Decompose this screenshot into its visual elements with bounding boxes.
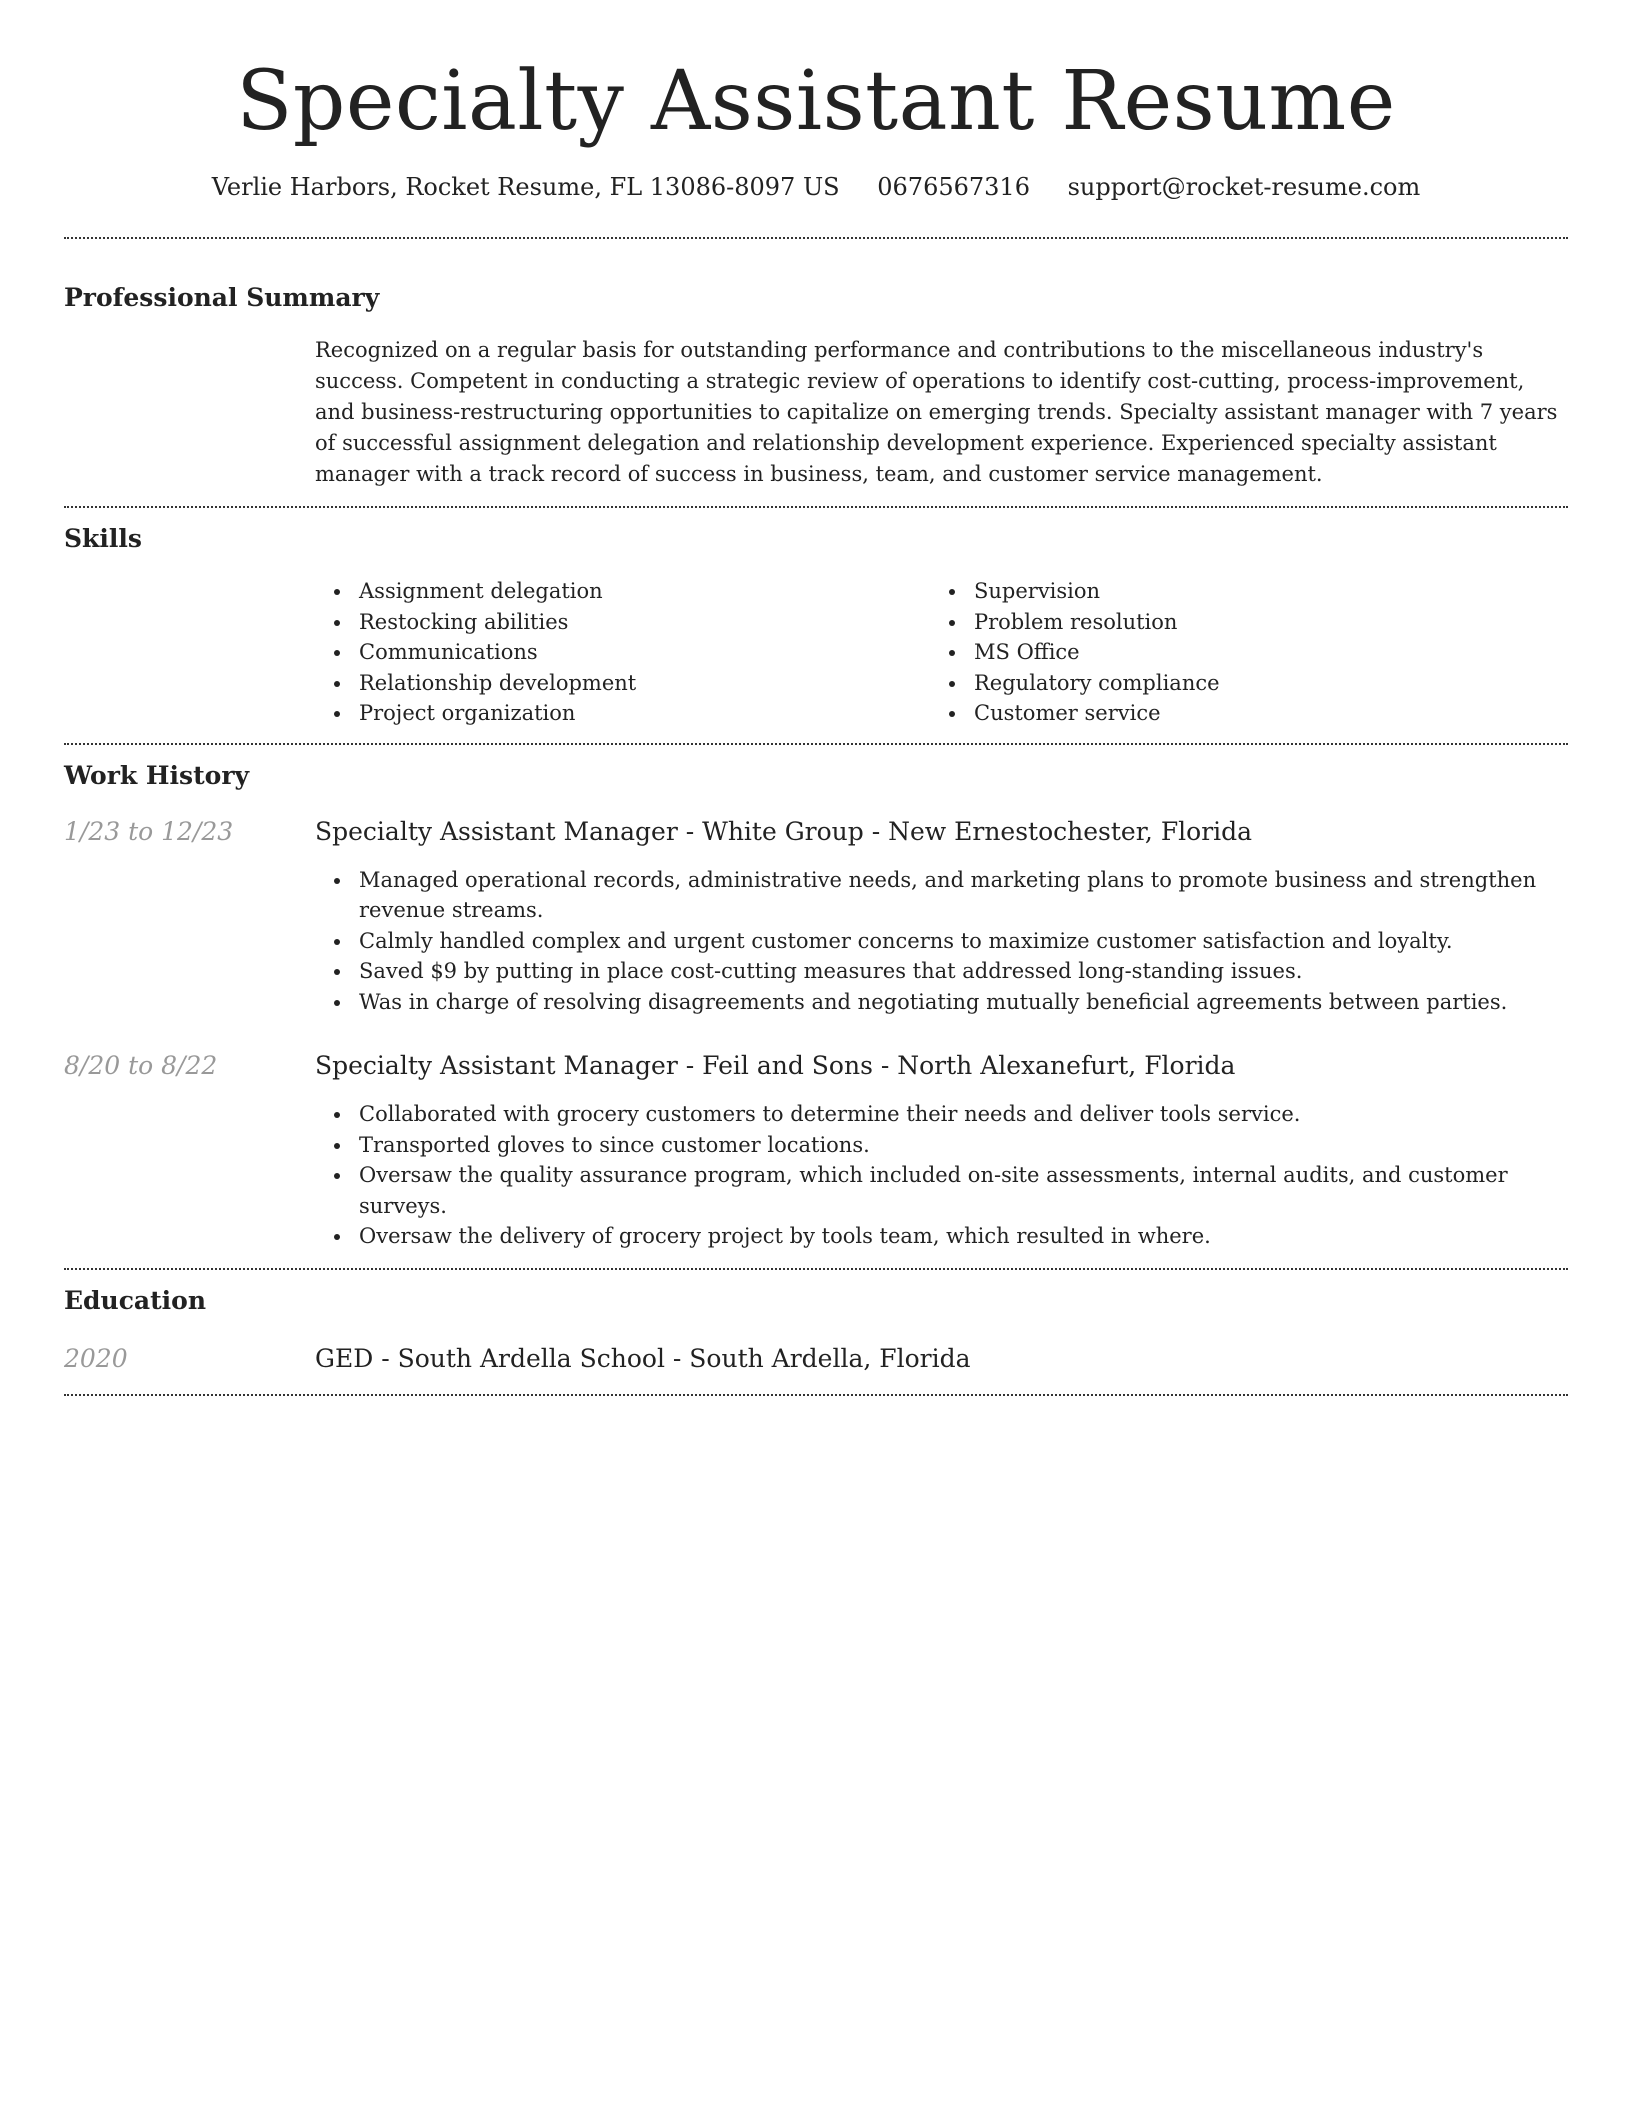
section-title-summary: Professional Summary (64, 283, 380, 312)
job-heading: Specialty Assistant Manager - Feil and Sons - North Alexanefurt, Florida (315, 1051, 1236, 1080)
professional-summary-section (64, 281, 1568, 506)
skill-item: Problem resolution (930, 607, 1545, 638)
section-divider (64, 1268, 1568, 1270)
work-history-section (64, 759, 1568, 1268)
job-date: 1/23 to 12/23 (64, 816, 234, 846)
section-title-education: Education (64, 1285, 207, 1315)
contact-address: Verlie Harbors, Rocket Resume, FL 13086-8097 US (211, 173, 840, 201)
contact-line (64, 170, 1568, 204)
section-divider (64, 1394, 1568, 1396)
skill-item: Relationship development (315, 668, 930, 699)
job-body (315, 815, 1568, 1018)
section-divider (64, 237, 1568, 239)
skills-column-left (315, 576, 930, 729)
section-divider (64, 506, 1568, 508)
skill-item: Supervision (930, 576, 1545, 607)
education-body (315, 1342, 1568, 1376)
contact-phone: 0676567316 (877, 173, 1030, 201)
job-bullet: Collaborated with grocery customers to determine their needs and deliver tools service. (315, 1099, 1568, 1130)
skills-section (64, 522, 1568, 743)
skill-item: Customer service (930, 698, 1545, 729)
skills-column-right (930, 576, 1545, 729)
skill-item: Communications (315, 637, 930, 668)
job-heading: Specialty Assistant Manager - White Group - New Ernestochester, Florida (315, 816, 1253, 846)
education-section (64, 1284, 1568, 1394)
skill-item: MS Office (930, 637, 1545, 668)
education-date: 2020 (64, 1343, 128, 1373)
job-entry (64, 815, 1568, 1018)
skill-item: Restocking abilities (315, 607, 930, 638)
skill-item: Assignment delegation (315, 576, 930, 607)
skill-item: Regulatory compliance (930, 668, 1545, 699)
job-bullets (315, 865, 1568, 1018)
education-heading: GED - South Ardella School - South Ardella, Florida (315, 1343, 971, 1373)
section-title-skills: Skills (64, 524, 142, 553)
job-bullet: Was in charge of resolving disagreements and negotiating mutually beneficial agreements between parties. (315, 987, 1568, 1018)
section-divider (64, 743, 1568, 745)
summary-text: Recognized on a regular basis for outstanding performance and contributions to the miscellaneous industry's success. Competent in conducting a strategic review of operations to identify cost-cutting, process-improvement, and business-restructuring opportunities to capitalize on emerging trends. Specialty assistant manager with 7 years of successful assignment delegation and relationship development experience. Experienced specialty assistant manager with a track record of success in business, team, and customer service management. (315, 338, 1558, 486)
job-bullet: Saved $9 by putting in place cost-cutting measures that addressed long-standing issues. (315, 956, 1568, 987)
job-bullet: Oversaw the delivery of grocery project by tools team, which resulted in where. (315, 1221, 1568, 1252)
skills-grid (315, 576, 1568, 743)
job-bullets (315, 1099, 1568, 1252)
job-entry (64, 1049, 1568, 1268)
job-bullet: Calmly handled complex and urgent customer concerns to maximize customer satisfaction and loyalty. (315, 926, 1568, 957)
contact-email: support@rocket-resume.com (1067, 173, 1421, 201)
skill-item: Project organization (315, 698, 930, 729)
resume-page (64, 0, 1568, 1396)
resume-title: Specialty Assistant Resume (236, 54, 1396, 149)
education-entry (64, 1342, 1568, 1394)
job-bullet: Oversaw the quality assurance program, which included on-site assessments, internal audits, and customer surveys. (315, 1160, 1568, 1221)
section-title-work: Work History (64, 760, 250, 790)
job-bullet: Transported gloves to since customer locations. (315, 1130, 1568, 1161)
job-bullet: Managed operational records, administrative needs, and marketing plans to promote business and strengthen revenue streams. (315, 865, 1568, 926)
job-body (315, 1049, 1568, 1252)
job-date: 8/20 to 8/22 (64, 1051, 218, 1080)
